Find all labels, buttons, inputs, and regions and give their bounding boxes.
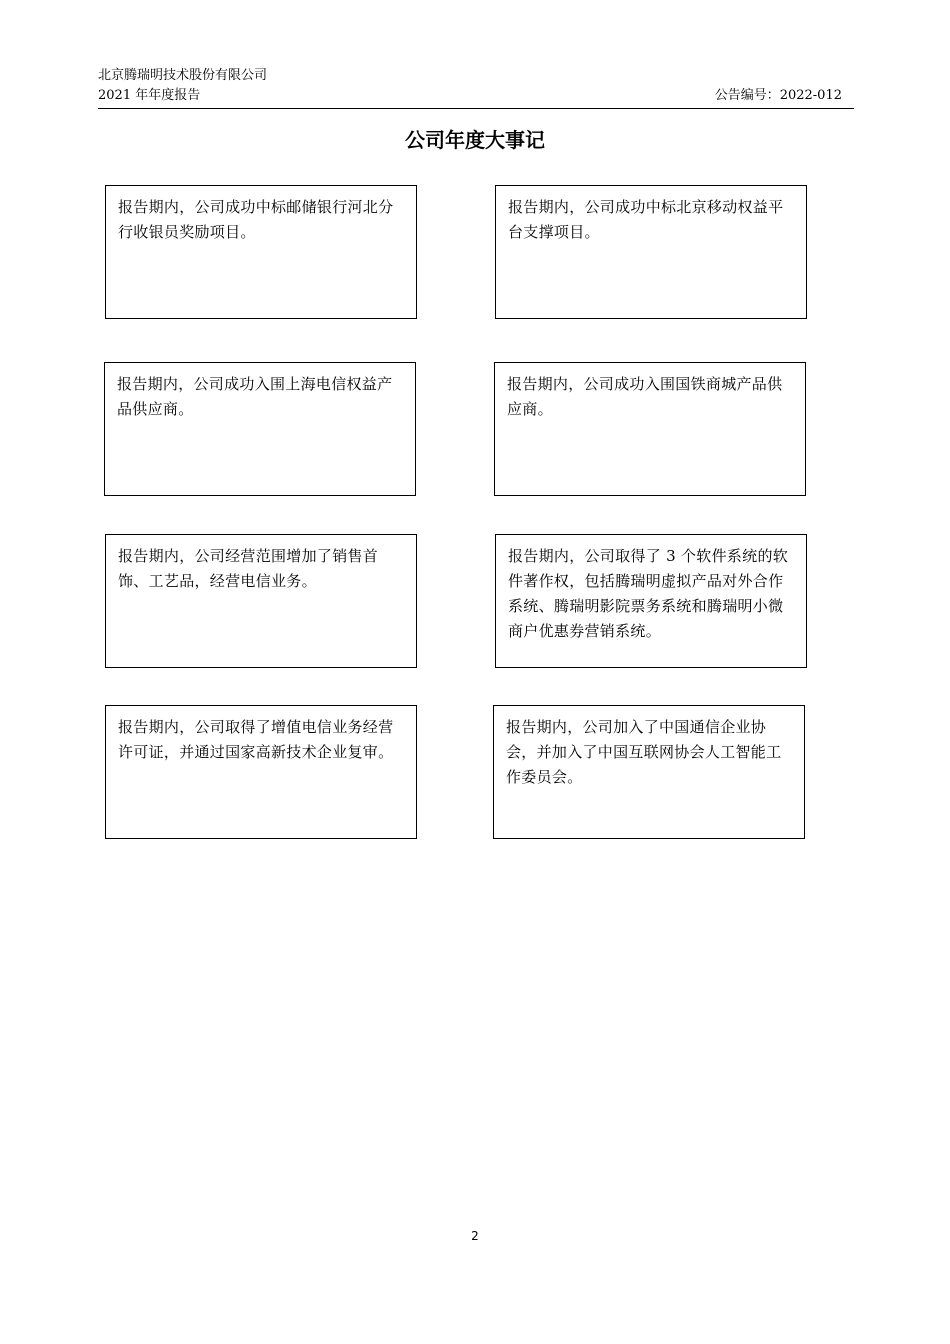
event-box: 报告期内，公司成功入围国铁商城产品供应商。: [494, 362, 806, 496]
notice-number: 公告编号：2022-012: [714, 88, 842, 103]
event-box: 报告期内，公司加入了中国通信企业协会，并加入了中国互联网协会人工智能工作委员会。: [493, 705, 805, 839]
event-box: 报告期内，公司成功中标邮储银行河北分行收银员奖励项目。: [105, 185, 417, 319]
event-box: 报告期内，公司经营范围增加了销售首饰、工艺品，经营电信业务。: [105, 534, 417, 668]
page-number: 2: [471, 1229, 479, 1243]
company-name: 北京腾瑞明技术股份有限公司: [98, 68, 268, 83]
event-box: 报告期内，公司取得了 3 个软件系统的软件著作权，包括腾瑞明虚拟产品对外合作系统、腾瑞明影院票务系统和腾瑞明小微商户优惠券营销系统。: [495, 534, 807, 668]
event-box: 报告期内，公司成功入围上海电信权益产品供应商。: [104, 362, 416, 496]
event-box: 报告期内，公司成功中标北京移动权益平台支撑项目。: [495, 185, 807, 319]
page-title: 公司年度大事记: [405, 128, 545, 152]
page-header: [98, 66, 854, 109]
report-name: 2021 年年度报告: [98, 88, 201, 103]
event-box: 报告期内，公司取得了增值电信业务经营许可证，并通过国家高新技术企业复审。: [105, 705, 417, 839]
